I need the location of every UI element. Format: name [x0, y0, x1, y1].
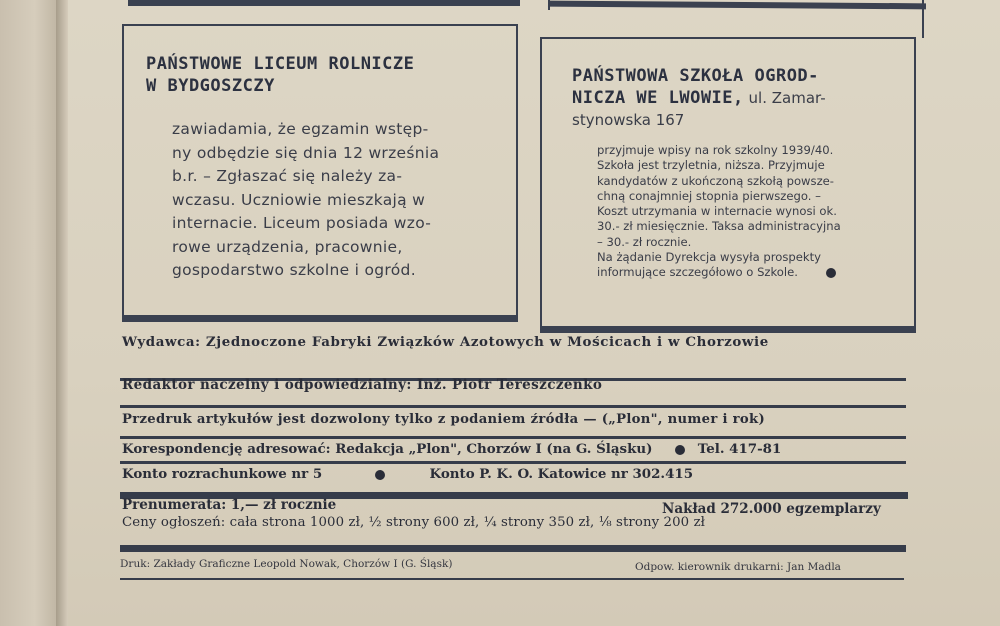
rule-6-thick	[120, 545, 906, 552]
imprint-correspondence: Korespondencję adresować: Redakcja „Plon", Chorzów I (na G. Śląsku)	[122, 441, 653, 457]
right-notice-address-a: ul. Zamar-	[743, 89, 826, 107]
left-notice-box	[122, 24, 518, 322]
top-right-box-edge-2	[922, 0, 924, 38]
top-right-box-edge	[548, 0, 550, 10]
imprint-correspondence-row	[122, 441, 781, 457]
body-line: chną conajmniej stopnia pierwszego. –	[597, 188, 821, 203]
body-line	[597, 265, 915, 280]
imprint-editor: Redaktor naczelny i odpowiedzialny: Inż. Piotr Tereszczenko	[122, 377, 603, 393]
body-line: przyjmuje wpisy na rok szkolny 1939/40.	[597, 143, 834, 157]
right-notice-title-2: NICZA WE LWOWIE,	[572, 88, 744, 108]
left-notice-title-1: PAŃSTWOWE LICEUM ROLNICZE	[146, 54, 415, 74]
bullet-dot-icon	[375, 470, 385, 480]
rule-4	[120, 461, 906, 464]
imprint-phone: Tel. 417-81	[697, 441, 782, 457]
bullet-dot-icon	[826, 268, 836, 278]
rule-7	[120, 578, 904, 580]
footer-print-manager: Odpow. kierownik drukarni: Jan Madla	[635, 561, 841, 573]
top-rule-left	[128, 0, 520, 6]
left-notice-title-2: W BYDGOSZCZY	[146, 76, 275, 96]
imprint-account-row	[122, 466, 693, 482]
body-line: Koszt utrzymania w internacie wynosi ok.	[597, 204, 837, 219]
bullet-dot-icon	[675, 445, 685, 455]
body-line: Szkoła jest trzyletnia, niższa. Przyjmuje	[597, 158, 825, 173]
right-notice-title-1: PAŃSTWOWA SZKOŁA OGROD-	[572, 66, 819, 86]
body-line: rowe urządzenia, pracownie,	[172, 237, 403, 256]
body-line: wczasu. Uczniowie mieszkają w	[172, 190, 426, 209]
right-notice-address-b: stynowska 167	[572, 111, 685, 129]
imprint-subscription: Prenumerata: 1,— zł rocznie	[122, 497, 337, 513]
page-gutter	[0, 0, 58, 626]
right-notice-box	[540, 37, 916, 333]
body-line: gospodarstwo szkolne i ogród.	[172, 261, 416, 279]
body-line: internacie. Liceum posiada wzo-	[172, 214, 432, 232]
imprint-ads: Ceny ogłoszeń: cała strona 1000 zł, ½ strony 600 zł, ¼ strony 350 zł, ⅛ strony 200 zł	[122, 515, 706, 530]
body-line: – 30.- zł rocznie.	[597, 234, 692, 249]
imprint-reprint: Przedruk artykułów jest dozwolony tylko z podaniem źródła — („Plon", numer i rok)	[122, 412, 765, 427]
body-line-text: informujące szczegółowo o Szkole.	[597, 265, 798, 280]
body-line: zawiadamia, że egzamin wstęp-	[172, 120, 429, 138]
right-notice-title-row-2	[572, 87, 826, 109]
body-line: b.r. – Zgłaszać się należy za-	[172, 167, 403, 185]
imprint-circulation: Nakład 272.000 egzemplarzy	[662, 501, 881, 517]
footer-printer: Druk: Zakłady Graficzne Leopold Nowak, Chorzów I (G. Śląsk)	[120, 558, 453, 570]
imprint-pko: Konto P. K. O. Katowice nr 302.415	[429, 466, 694, 482]
body-line: Na żądanie Dyrekcja wysyła prospekty	[597, 250, 821, 265]
right-notice-body	[597, 143, 915, 281]
rule-3	[120, 436, 906, 439]
imprint-publisher: Wydawca: Zjednoczone Fabryki Związków Azotowych w Mościcach i w Chorzowie	[122, 334, 769, 350]
body-line: 30.- zł miesięcznie. Taksa administracyjna	[597, 219, 841, 234]
left-notice-body	[172, 118, 502, 283]
imprint-account: Konto rozrachunkowe nr 5	[122, 466, 323, 482]
rule-2	[120, 405, 906, 408]
body-line: ny odbędzie się dnia 12 września	[172, 143, 440, 162]
body-line: kandydatów z ukończoną szkołą powsze-	[597, 173, 834, 188]
